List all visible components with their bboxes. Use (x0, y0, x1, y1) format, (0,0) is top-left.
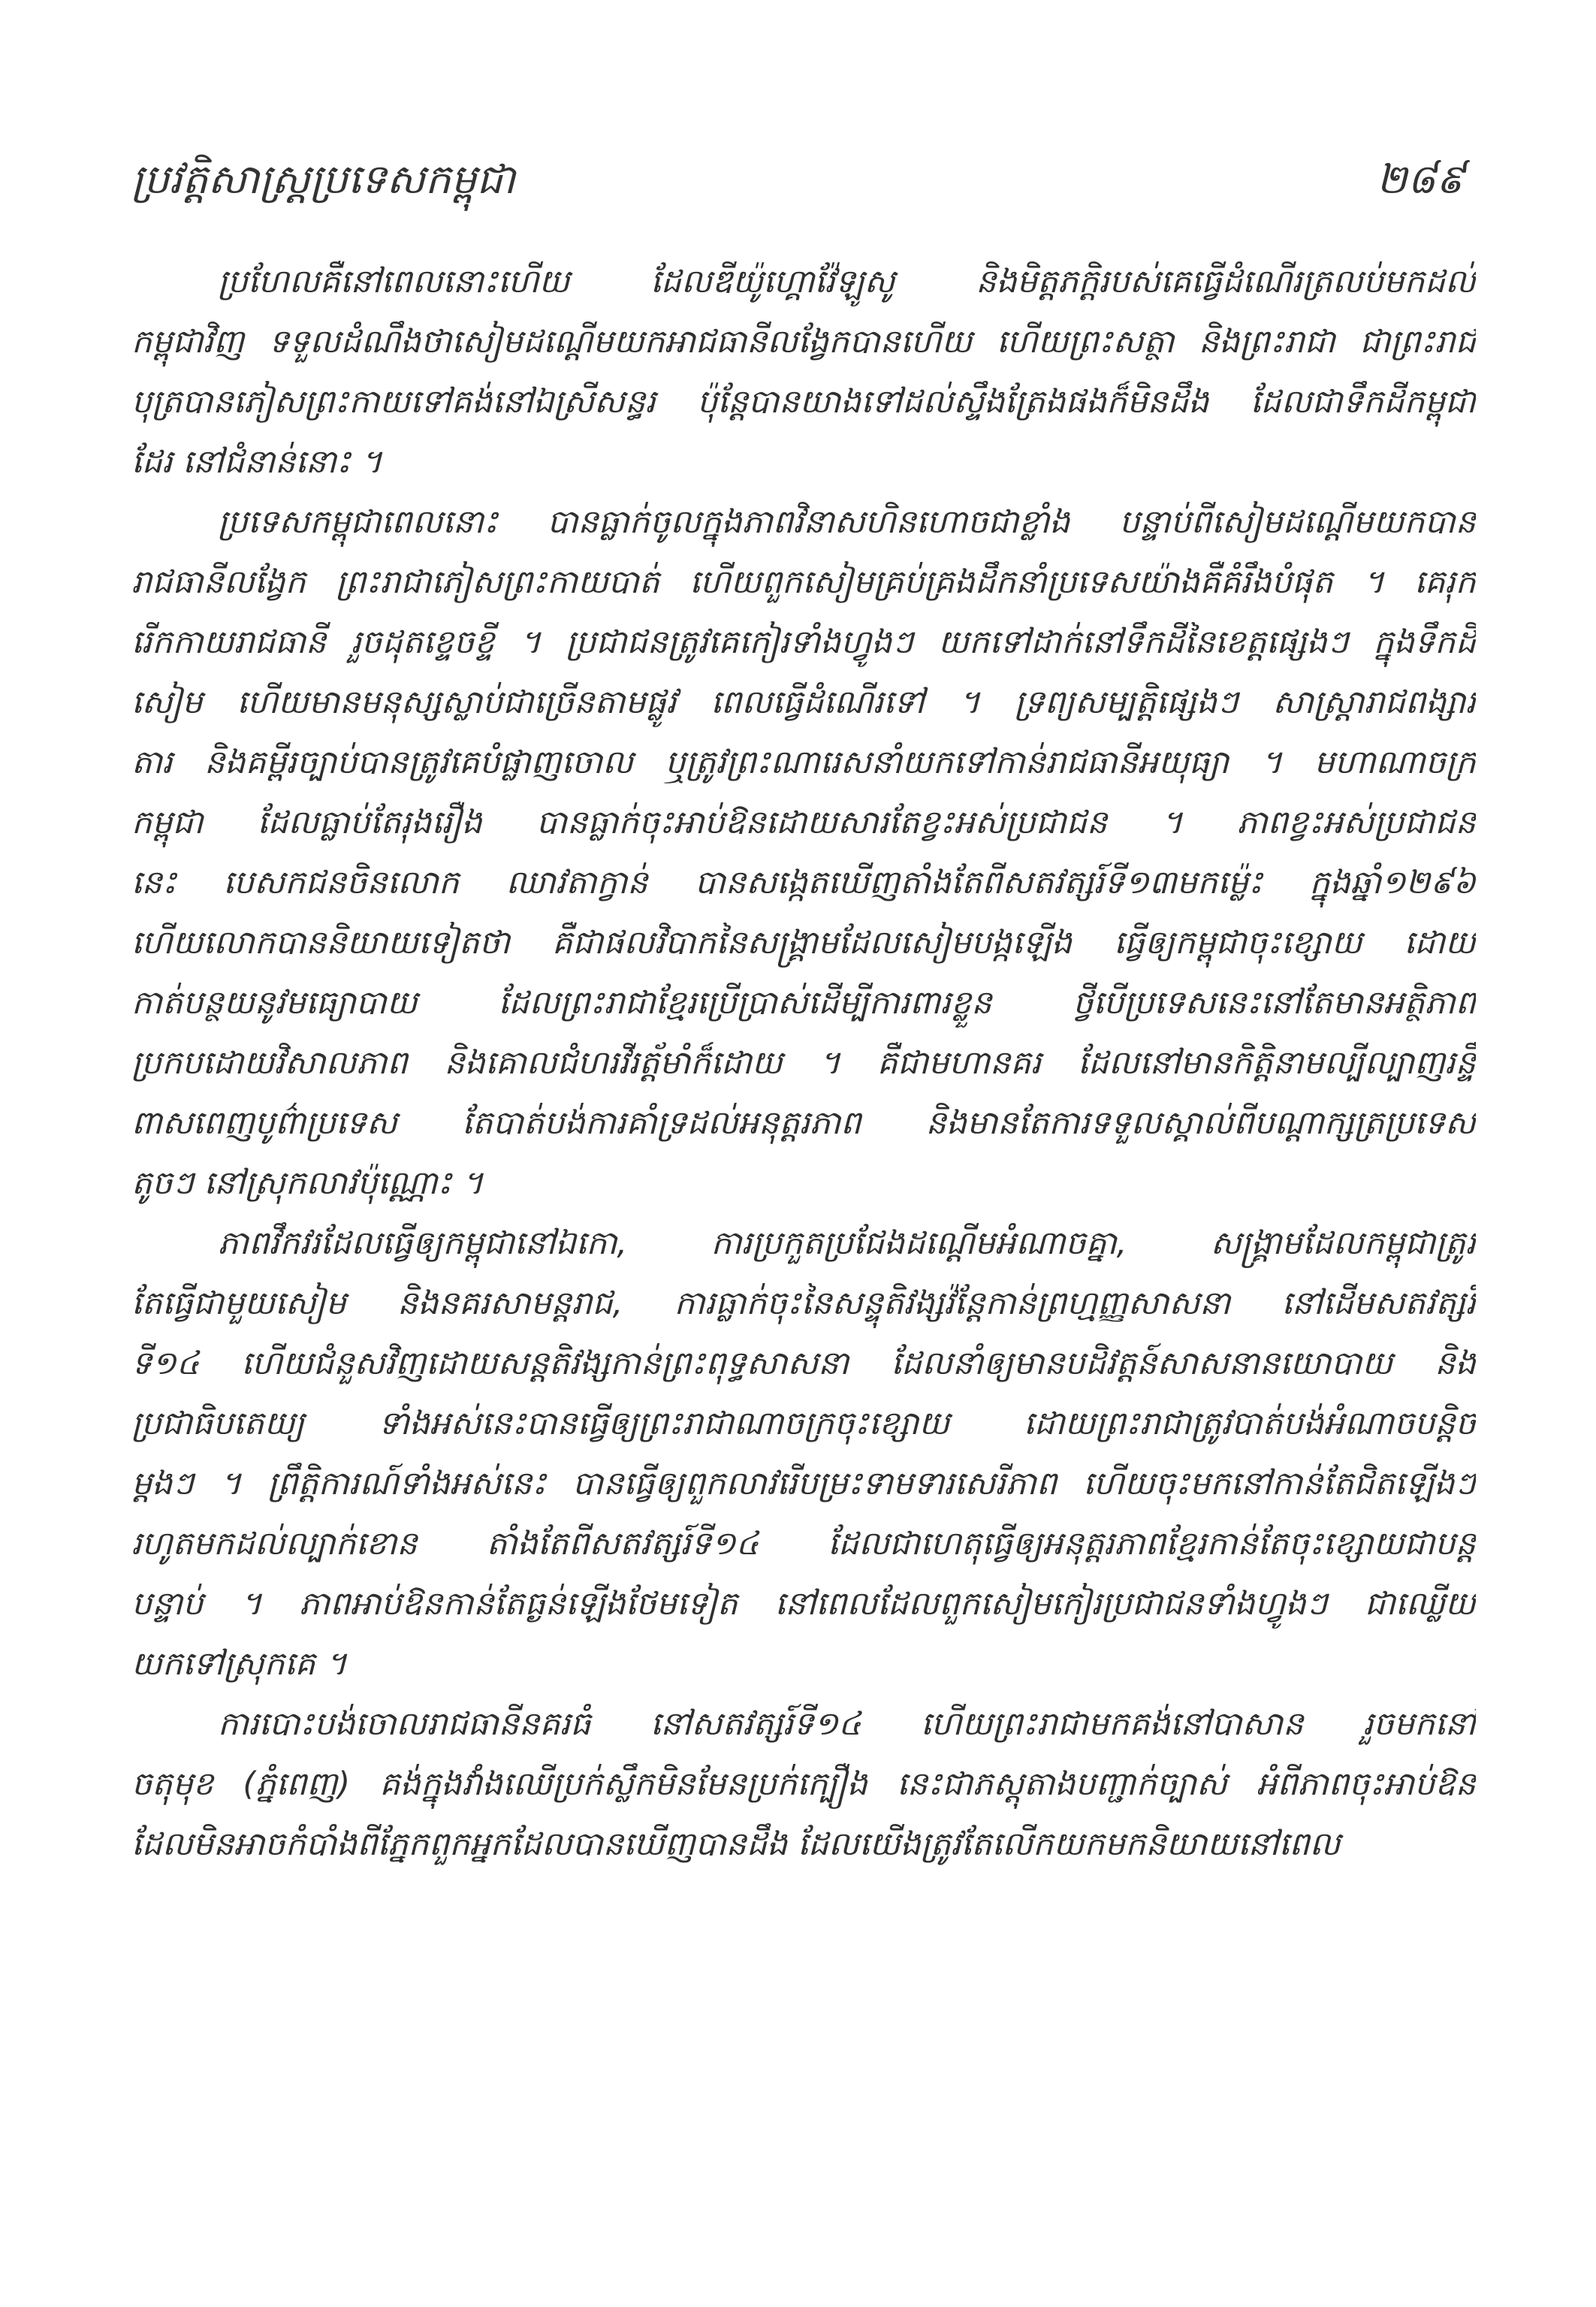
text-line: ការបោះបង់ចោលរាជធានីនគរធំ នៅសតវត្សរ៍ទី១៤ ហើយព្រះរាជាមកគង់នៅបាសាន រួចមកនៅ (218, 1705, 1476, 1743)
text-line: កម្ពុជា ដែលធ្លាប់តែរុងរឿង បានធ្លាក់ចុះអាប់ឱនដោយសារតែខ្វះអស់ប្រជាជន ។ ភាពខ្វះអស់ប្រជាជន (131, 804, 1476, 841)
text-line: រើកកាយរាជធានី រួចដុតខ្ទេចខ្ទី ។ ប្រជាជនត្រូវគេកៀរទាំងហ្វូងៗ យកទៅដាក់នៅទឹកដីនៃខេត្តផ្សេងៗ ក្នុងទឹកដី (131, 624, 1476, 661)
text-line: កម្ពុជាវិញ ទទួលដំណឹងថាសៀមដណ្តើមយកអាជធានីលង្វែកបានហើយ ហើយព្រះសត្ថា និងព្រះរាជា ជាព្រះរាជ (131, 323, 1476, 361)
text-line: តារ និងគម្ពីរច្បាប់បានត្រូវគេបំផ្លាញចោល ឬត្រូវព្រះណារេសនាំយកទៅកាន់រាជធានីអយុធ្យា ។ មហាណាចក្រ (131, 744, 1476, 781)
text-line: ទី១៤ ហើយជំនួសវិញដោយសន្តតិវង្សកាន់ព្រះពុទ្ធសាសនា ដែលនាំឲ្យមានបដិវត្តន៍សាសនានយោបាយ និង (131, 1345, 1476, 1382)
text-line: ប្រជាធិបតេយ្យ ទាំងអស់នេះបានធ្វើឲ្យព្រះរាជាណាចក្រចុះខ្សោយ ដោយព្រះរាជាត្រូវបាត់បង់អំណាចបន្តិច (131, 1405, 1476, 1442)
text-line: ពាសពេញបូព៌ាប្រទេស តែបាត់បង់ការគាំទ្រដល់អនុត្តរភាព និងមានតែការទទួលស្គាល់ពីបណ្តាក្សត្រប្រទេស (131, 1104, 1476, 1142)
text-line: យកទៅស្រុកគេ ។ (131, 1645, 347, 1683)
text-line: តែធ្វើជាមួយសៀម និងនគរសាមន្តរាជ, ការធ្លាក់ចុះនៃសន្ទុតិវង្សវ៉ន្តែកាន់ព្រហ្មញ្ញសាសនា នៅដើមសតវត្សរ៍ (131, 1285, 1476, 1322)
paragraph (131, 1213, 1476, 1694)
text-line: កាត់បន្ថយនូវមធ្យោបាយ ដែលព្រះរាជាខ្មែរប្រើប្រាស់ដើម្បីការពារខ្លួន ថ្វីបើប្រទេសនេះនៅតែមានអត្ថិភាព (131, 984, 1476, 1022)
paragraph (131, 1694, 1476, 1874)
text-line: បុត្របានភៀសព្រះកាយទៅគង់នៅឯស្រីសន្ធរ ប៉ុន្តែបានយាងទៅដល់ស្ទឹងត្រែងផងក៏មិនដឹង ដែលជាទឹកដីកម្ពុជា (131, 383, 1476, 421)
text-line: រាជធានីលង្វែក ព្រះរាជាភៀសព្រះកាយបាត់ ហើយពួកសៀមគ្រប់គ្រងដឹកនាំប្រទេសយ៉ាងគឺគំរឹងបំផុត ។ គេរុក (131, 563, 1476, 601)
text-line: នេះ បេសកជនចិនលោក ឈាវតាក្វាន់ បានសង្កេតឃើញតាំងតែពីសតវត្សរ៍ទី១៣មកម្ល៉េះ ក្នុងឆ្នាំ១២៩៦ (131, 864, 1476, 901)
running-title: ប្រវត្តិសាស្ត្រប្រទេសកម្ពុជា (131, 156, 515, 203)
text-line: ដែរ នៅជំនាន់នោះ ។ (131, 443, 382, 481)
text-line: បន្ទាប់ ។ ភាពអាប់ឱនកាន់តែធ្ងន់ឡើងថែមទៀត នៅពេលដែលពួកសៀមកៀរប្រជាជនទាំងហ្វូងៗ ជាឈ្លើយ (131, 1585, 1476, 1623)
paragraph (131, 492, 1476, 1213)
paragraphs (131, 252, 1476, 1874)
page-number: ២៨៩ (1376, 156, 1465, 203)
text-line: តូចៗ នៅស្រុកលាវប៉ុណ្ណោះ ។ (131, 1164, 484, 1202)
text-line: សៀម ហើយមានមនុស្សស្លាប់ជាច្រើនតាមផ្លូវ ពេលធ្វើដំណើរទៅ ។ ទ្រព្យសម្បត្តិផ្សេងៗ សាស្ត្រារាជពង្សាវ (131, 684, 1476, 721)
text-line: ប្រទេសកម្ពុជាពេលនោះ បានធ្លាក់ចូលក្នុងភាពវិនាសហិនហោចជាខ្លាំង បន្ទាប់ពីសៀមដណ្តើមយកបាន (218, 503, 1476, 541)
text-line: ម្តងៗ ។ ព្រឹត្តិការណ៍ទាំងអស់នេះ បានធ្វើឲ្យពួកលាវរើបម្រះទាមទារសេរីភាព ហើយចុះមកនៅកាន់តែជិតឡើងៗ (131, 1465, 1476, 1502)
text-line: រហូតមកដល់ល្បាក់ខោន តាំងតែពីសតវត្សរ៍ទី១៤ ដែលជាហេតុធ្វើឲ្យអនុត្តរភាពខ្មែរកាន់តែចុះខ្សោយជាបន្ត (131, 1525, 1476, 1563)
body-text (131, 252, 1476, 1874)
paragraph (131, 252, 1476, 492)
text-line: ភាពវឹកវរដែលធ្វើឲ្យកម្ពុជានៅឯកោ, ការប្រកួតប្រជែងដណ្តើមអំណាចគ្នា, សង្គ្រាមដែលកម្ពុជាត្រូវ (218, 1224, 1476, 1262)
text-line: ប្រហែលគឺនៅពេលនោះហើយ ដែលឌីយ៉ូហ្គោវ៉ែឡូសូ និងមិត្តភក្តិរបស់គេធ្វើដំណើរត្រលប់មកដល់ (218, 263, 1476, 300)
text-line: ដែលមិនអាចកំបាំងពីភ្នែកពួកអ្នកដែលបានឃើញបានដឹង ដែលយើងត្រូវតែលើកយកមកនិយាយនៅពេល (131, 1825, 1341, 1863)
text-line: ហើយលោកបាននិយាយទៀតថា គឺជាផលវិបាកនៃសង្គ្រាមដែលសៀមបង្កឡើង ធ្វើឲ្យកម្ពុជាចុះខ្សោយ ដោយ (131, 924, 1476, 962)
text-line: ចតុមុខ (ភ្នំពេញ) គង់ក្នុងវាំងឈើប្រក់ស្លឹកមិនមែនប្រក់ក្បឿង នេះជាភស្តុតាងបញ្ជាក់ច្បាស់ អំពីភាពចុះអាប់ឱន (131, 1765, 1476, 1803)
text-line: ប្រកបដោយវិសាលភាព និងគោលជំហរវីរត្ត័មាំក៏ដោយ ។ គឺជាមហានគរ ដែលនៅមានកិត្តិនាមល្បីល្បាញរន្ទឺ (131, 1044, 1476, 1082)
